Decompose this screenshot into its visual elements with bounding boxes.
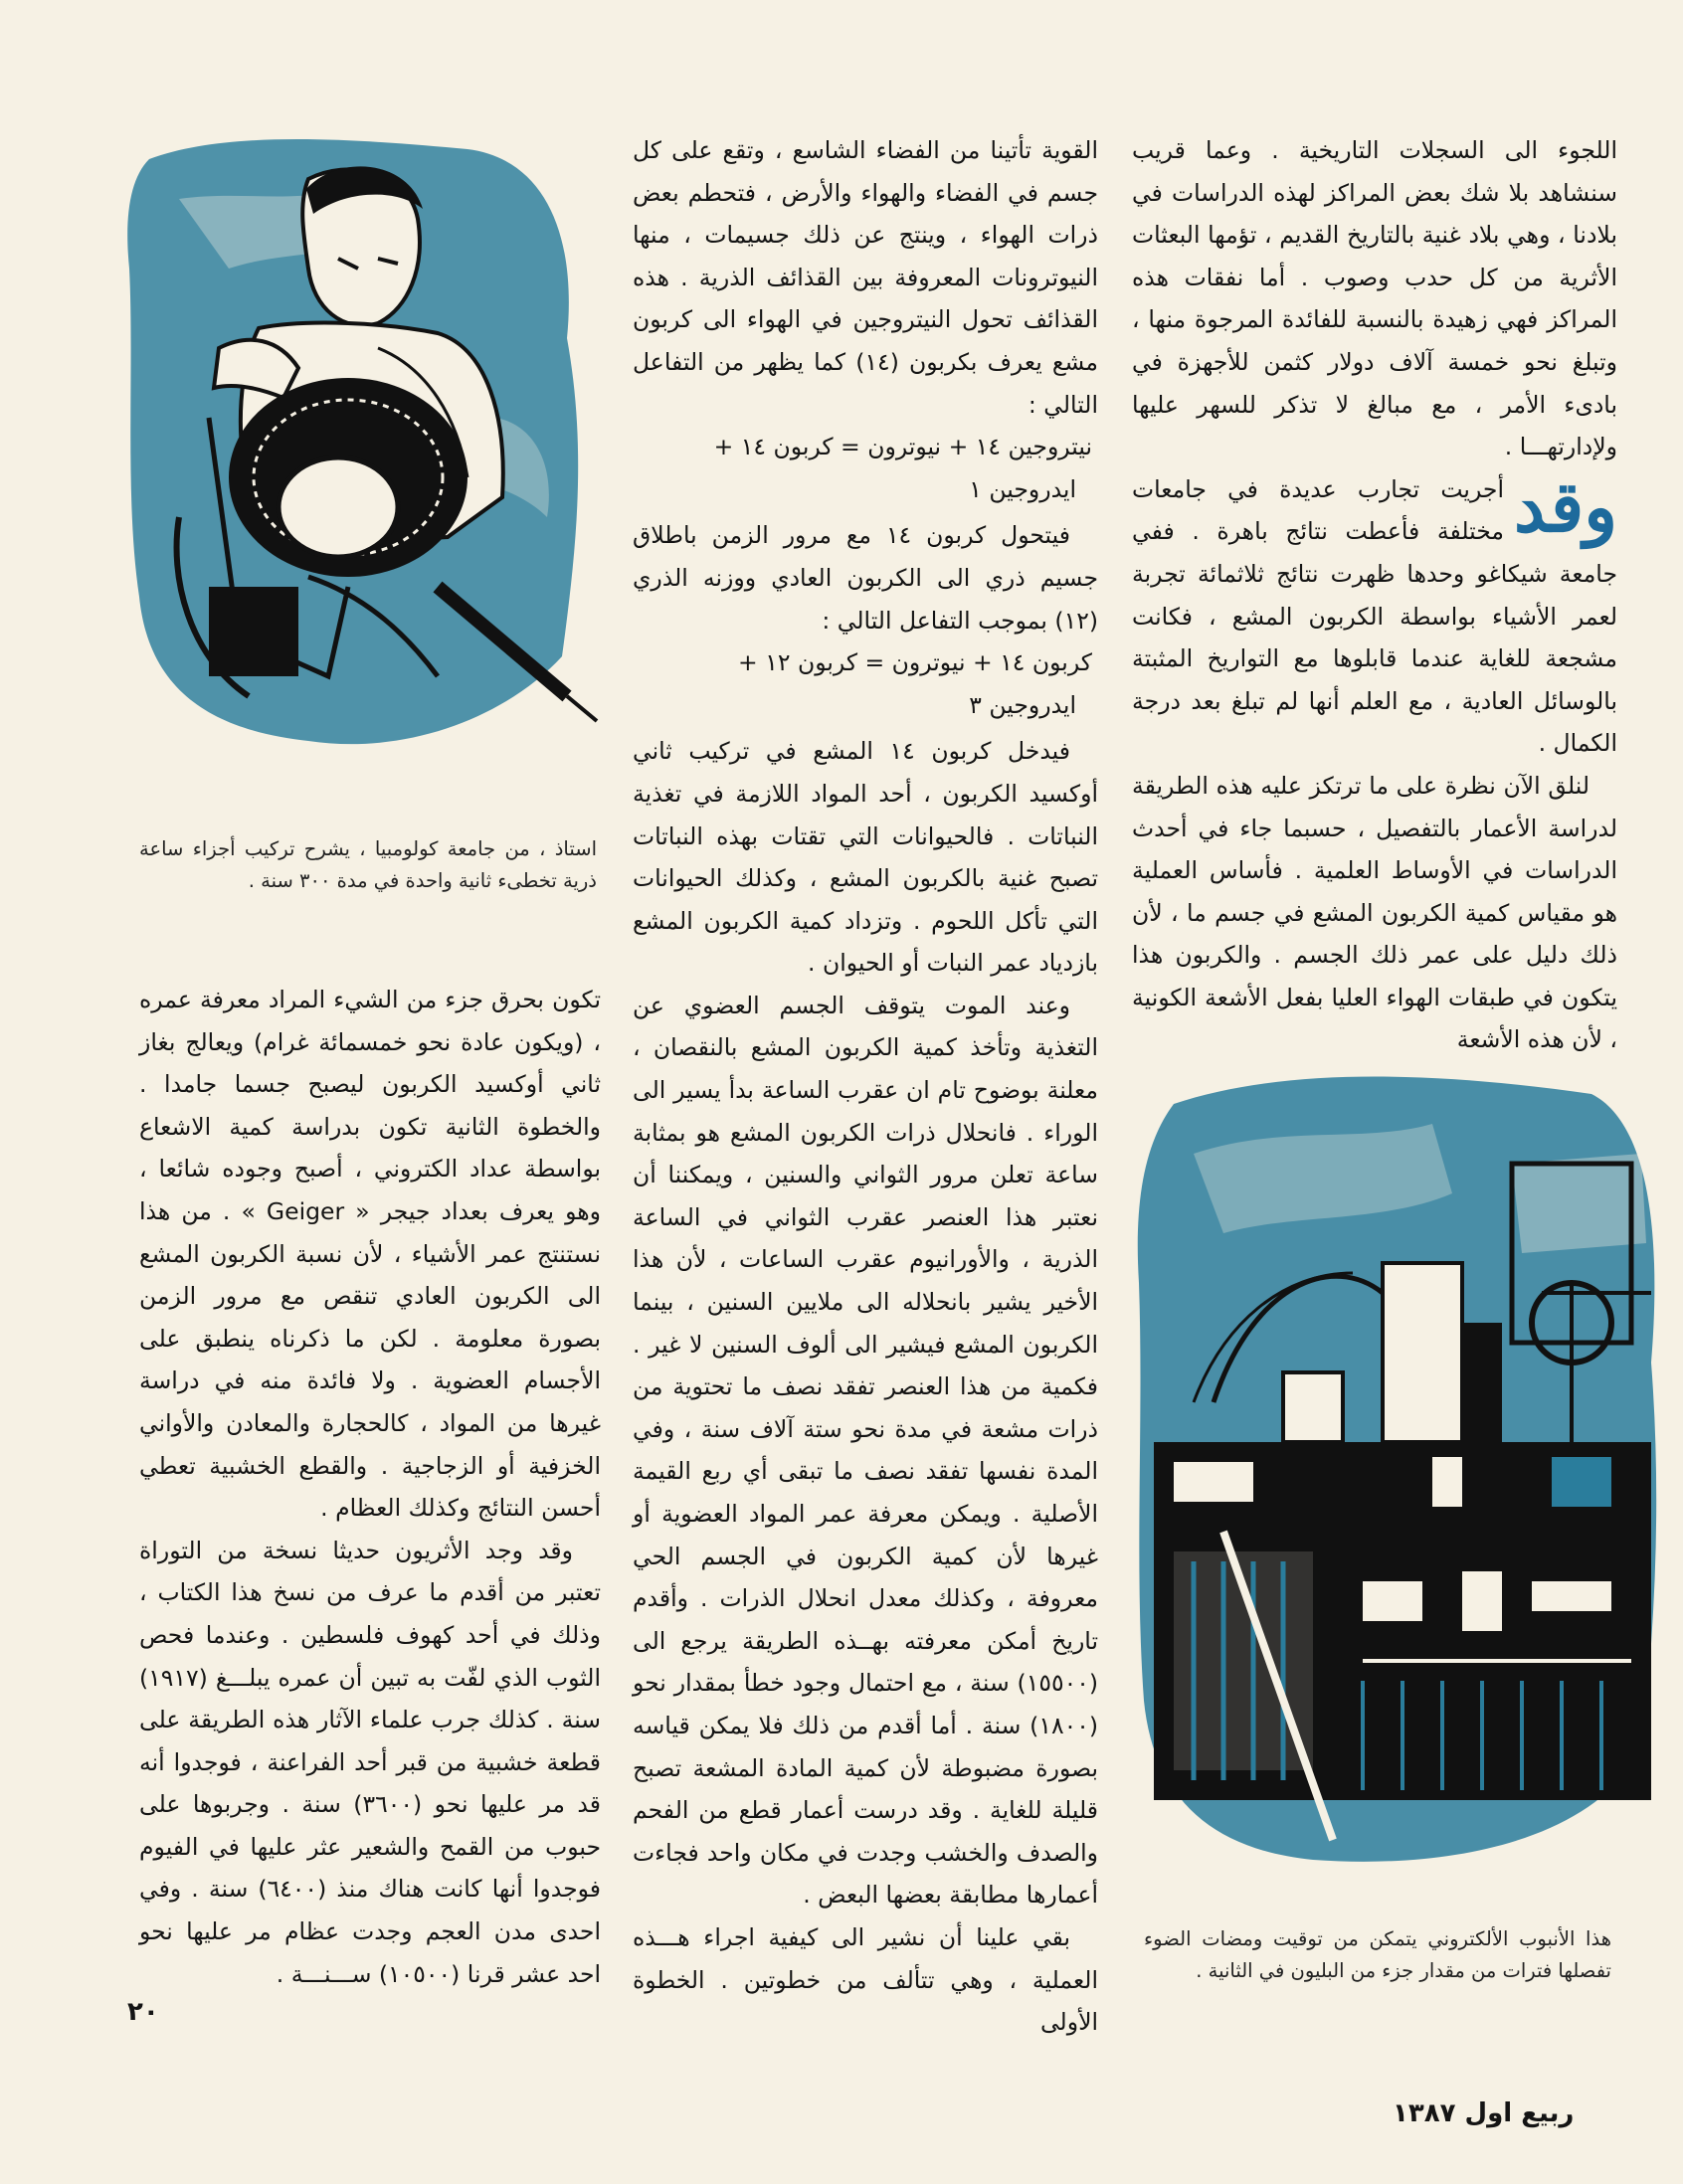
scientist-caption: استاذ ، من جامعة كولومبيا ، يشرح تركيب أجزاء ساعة ذرية تخطىء ثانية واحدة في مدة ٣٠٠ سنة . (139, 837, 597, 892)
paragraph-text: أجريت تجارب عديدة في جامعات مختلفة فأعطت نتائج باهرة . ففي جامعة شيكاغو وحدها ظهرت نتائج ثلاثمائة تجربة لعمر الأشياء بواسطة الكربون المشع ، فكانت مشجعة للغاية عندما قابلوها مع التواريخ المثبتة بالوسائل العادية ، مع العلم أنها لم تبلغ بعد درجة الكمال . (1132, 474, 1617, 758)
paragraph: اللجوء الى السجلات التاريخية . وعما قريب سنشاهد بلا شك بعض المراكز لهذه الدراسات في بلادنا ، وهي بلاد غنية بالتاريخ القديم ، تؤمها البعثات الأثرية من كل حدب وصوب . أما نفقات هذه المراكز فهي زهيدة بالنسبة للفائدة المرجوة منها ، وتبلغ نحو خمسة آلاف دولار كثمن للأجهزة في بادىء الأمر ، مع مبالغ لا تذكر للسهر عليها ولإدارتهـــا . (1132, 136, 1617, 461)
equation-1: نيتروجين ١٤ + نيوترون = كربون ١٤ + (713, 433, 1092, 461)
dropcap: وقد (1513, 464, 1617, 548)
paragraph: وعند الموت يتوقف الجسم العضوي عن التغذية وتأخذ كمية الكربون المشع بالنقصان ، معلنة بوضوح تام ان عقرب الساعة بدأ يسير الى الوراء . فانحلال ذرات الكربون المشع هو بمثابة ساعة تعلن مرور الثواني والسنين ، ويمكننا أن نعتبر هذا العنصر عقرب الثواني في الساعة الذرية ، والأورانيوم عقرب الساعات ، لأن هذا الأخير يشير بانحلاله الى ملايين السنين ، بينما الكربون المشع فيشير الى ألوف السنين لا غير . فكمية من هذا العنصر تفقد نصف ما تحتوية من ذرات مشعة في مدة نحو ستة آلاف سنة ، وفي المدة نفسها تفقد نصف ما تبقى أي ربع القيمة الأصلية . ويمكن معرفة عمر المواد العضوية أو غيرها لأن كمية الكربون في الجسم الحي معروفة ، وكذلك معدل انحلال الذرات . وأقدم تاريخ أمكن معرفته بهــذه الطريقة يرجع الى (١٥٥٠٠) سنة ، مع احتمال وجود خطأ بمقدار نحو (١٨٠٠) سنة . أما أقدم من ذلك فلا يمكن قياسه بصورة مضبوطة لأن كمية المادة المشعة تصبح قليلة للغاية . وقد درست أعمار قطع من الفحم والصدف والخشب وجدت في مكان واحد فجاءت أعمارها مطابقة بعضها البعض . (633, 991, 1098, 1910)
scientist-illustration (109, 119, 607, 776)
issue-date: ربيع اول ١٣٨٧ (1393, 2098, 1575, 2128)
paragraph: وقد وجد الأثريون حديثا نسخة من التوراة تعتبر من أقدم ما عرف من نسخ هذا الكتاب ، وذلك في أحد كهوف فلسطين . وعندما فحص الثوب الذي لفّت به تبين أن عمره يبلـــغ (١٩١٧) سنة . كذلك جرب علماء الآثار هذه الطريقة على قطعة خشبية من قبر أحد الفراعنة ، فوجدوا أنه قد مر عليها نحو (٣٦٠٠) سنة . وجربوها على حبوب من القمح والشعير عثر عليها في الفيوم فوجدوا أنها كانت هناك منذ (٦٤٠٠) سنة . وفي احدى مدن العجم وجدت عظام مر عليها نحو احد عشر قرنا (١٠٥٠٠) ســـنـــة . (139, 1536, 601, 1988)
electron-tube-illustration (1134, 1064, 1666, 1880)
equation-2-continuation: ايدروجين ٣ (969, 690, 1076, 719)
paragraph-with-dropcap (1132, 464, 1617, 765)
paragraph: فيتحول كربون ١٤ مع مرور الزمن باطلاق جسيم ذري الى الكربون العادي ووزنه الذري (١٢) بموجب التفاعل التالي : (633, 521, 1098, 635)
right-column (1132, 129, 1617, 1061)
equation-1-continuation: ايدروجين ١ (969, 474, 1076, 503)
paragraph: فيدخل كربون ١٤ المشع في تركيب ثاني أوكسيد الكربون ، أحد المواد اللازمة في تغذية النباتات . فالحيوانات التي تقتات بهذه النباتات تصبح غنية بالكربون المشع ، وكذلك الحيوانات التي تأكل اللحوم . وتزداد كمية الكربون المشع بازدياد عمر النبات أو الحيوان . (633, 737, 1098, 978)
paragraph: تكون بحرق جزء من الشيء المراد معرفة عمره ، (ويكون عادة نحو خمسمائة غرام) ويعالج بغاز ثاني أوكسيد الكربون ليصبح جسما جامدا . والخطوة الثانية تكون بدراسة كمية الاشعاع بواسطة عداد الكتروني ، أصبح وجوده شائعا ، وهو يعرف بعداد جيجر « Geiger » . من هذا نستنتج عمر الأشياء ، لأن نسبة الكربون المشع الى الكربون العادي تنقص مع مرور الزمن بصورة معلومة . لكن ما ذكرناه ينطبق على الأجسام العضوية . ولا فائدة منه في دراسة غيرها من المواد ، كالحجارة والمعادن والأواني الخزفية أو الزجاجية . والقطع الخشبية تعطي أحسن النتائج وكذلك العظام . (139, 986, 601, 1523)
tube-caption: هذا الأنبوب الألكتروني يتمكن من توقيت ومضات الضوء تفصلها فترات من مقدار جزء من البليون في الثانية . (1144, 1927, 1611, 1982)
left-column (139, 979, 601, 1995)
paragraph: القوية تأتينا من الفضاء الشاسع ، وتقع على كل جسم في الفضاء والهواء والأرض ، فتحطم بعض ذرات الهواء ، وينتج عن ذلك جسيمات ، منها النيوترونات المعروفة بين القذائف الذرية . هذه القذائف تحول النيتروجين في الهواء الى كربون مشع يعرف بكربون (١٤) كما يظهر من التفاعل التالي : (633, 136, 1098, 419)
paragraph: لنلق الآن نظرة على ما ترتكز عليه هذه الطريقة لدراسة الأعمار بالتفصيل ، حسبما جاء في أحدث الدراسات في الأوساط العلمية . فأساس العملية هو مقياس كمية الكربون المشع في جسم ما ، لأن ذلك دليل على عمر ذلك الجسم . والكربون هذا يتكون في طبقات الهواء العليا بفعل الأشعة الكونية ، لأن هذه الأشعة (1132, 771, 1617, 1054)
equation-2: كربون ١٤ + نيوترون = كربون ١٢ + (738, 648, 1092, 677)
middle-column (633, 129, 1098, 2044)
paragraph: بقي علينا أن نشير الى كيفية اجراء هـــذه العملية ، وهي تتألف من خطوتين . الخطوة الأولى (633, 1922, 1098, 2037)
page-number: ٢٠ (127, 1997, 159, 2027)
